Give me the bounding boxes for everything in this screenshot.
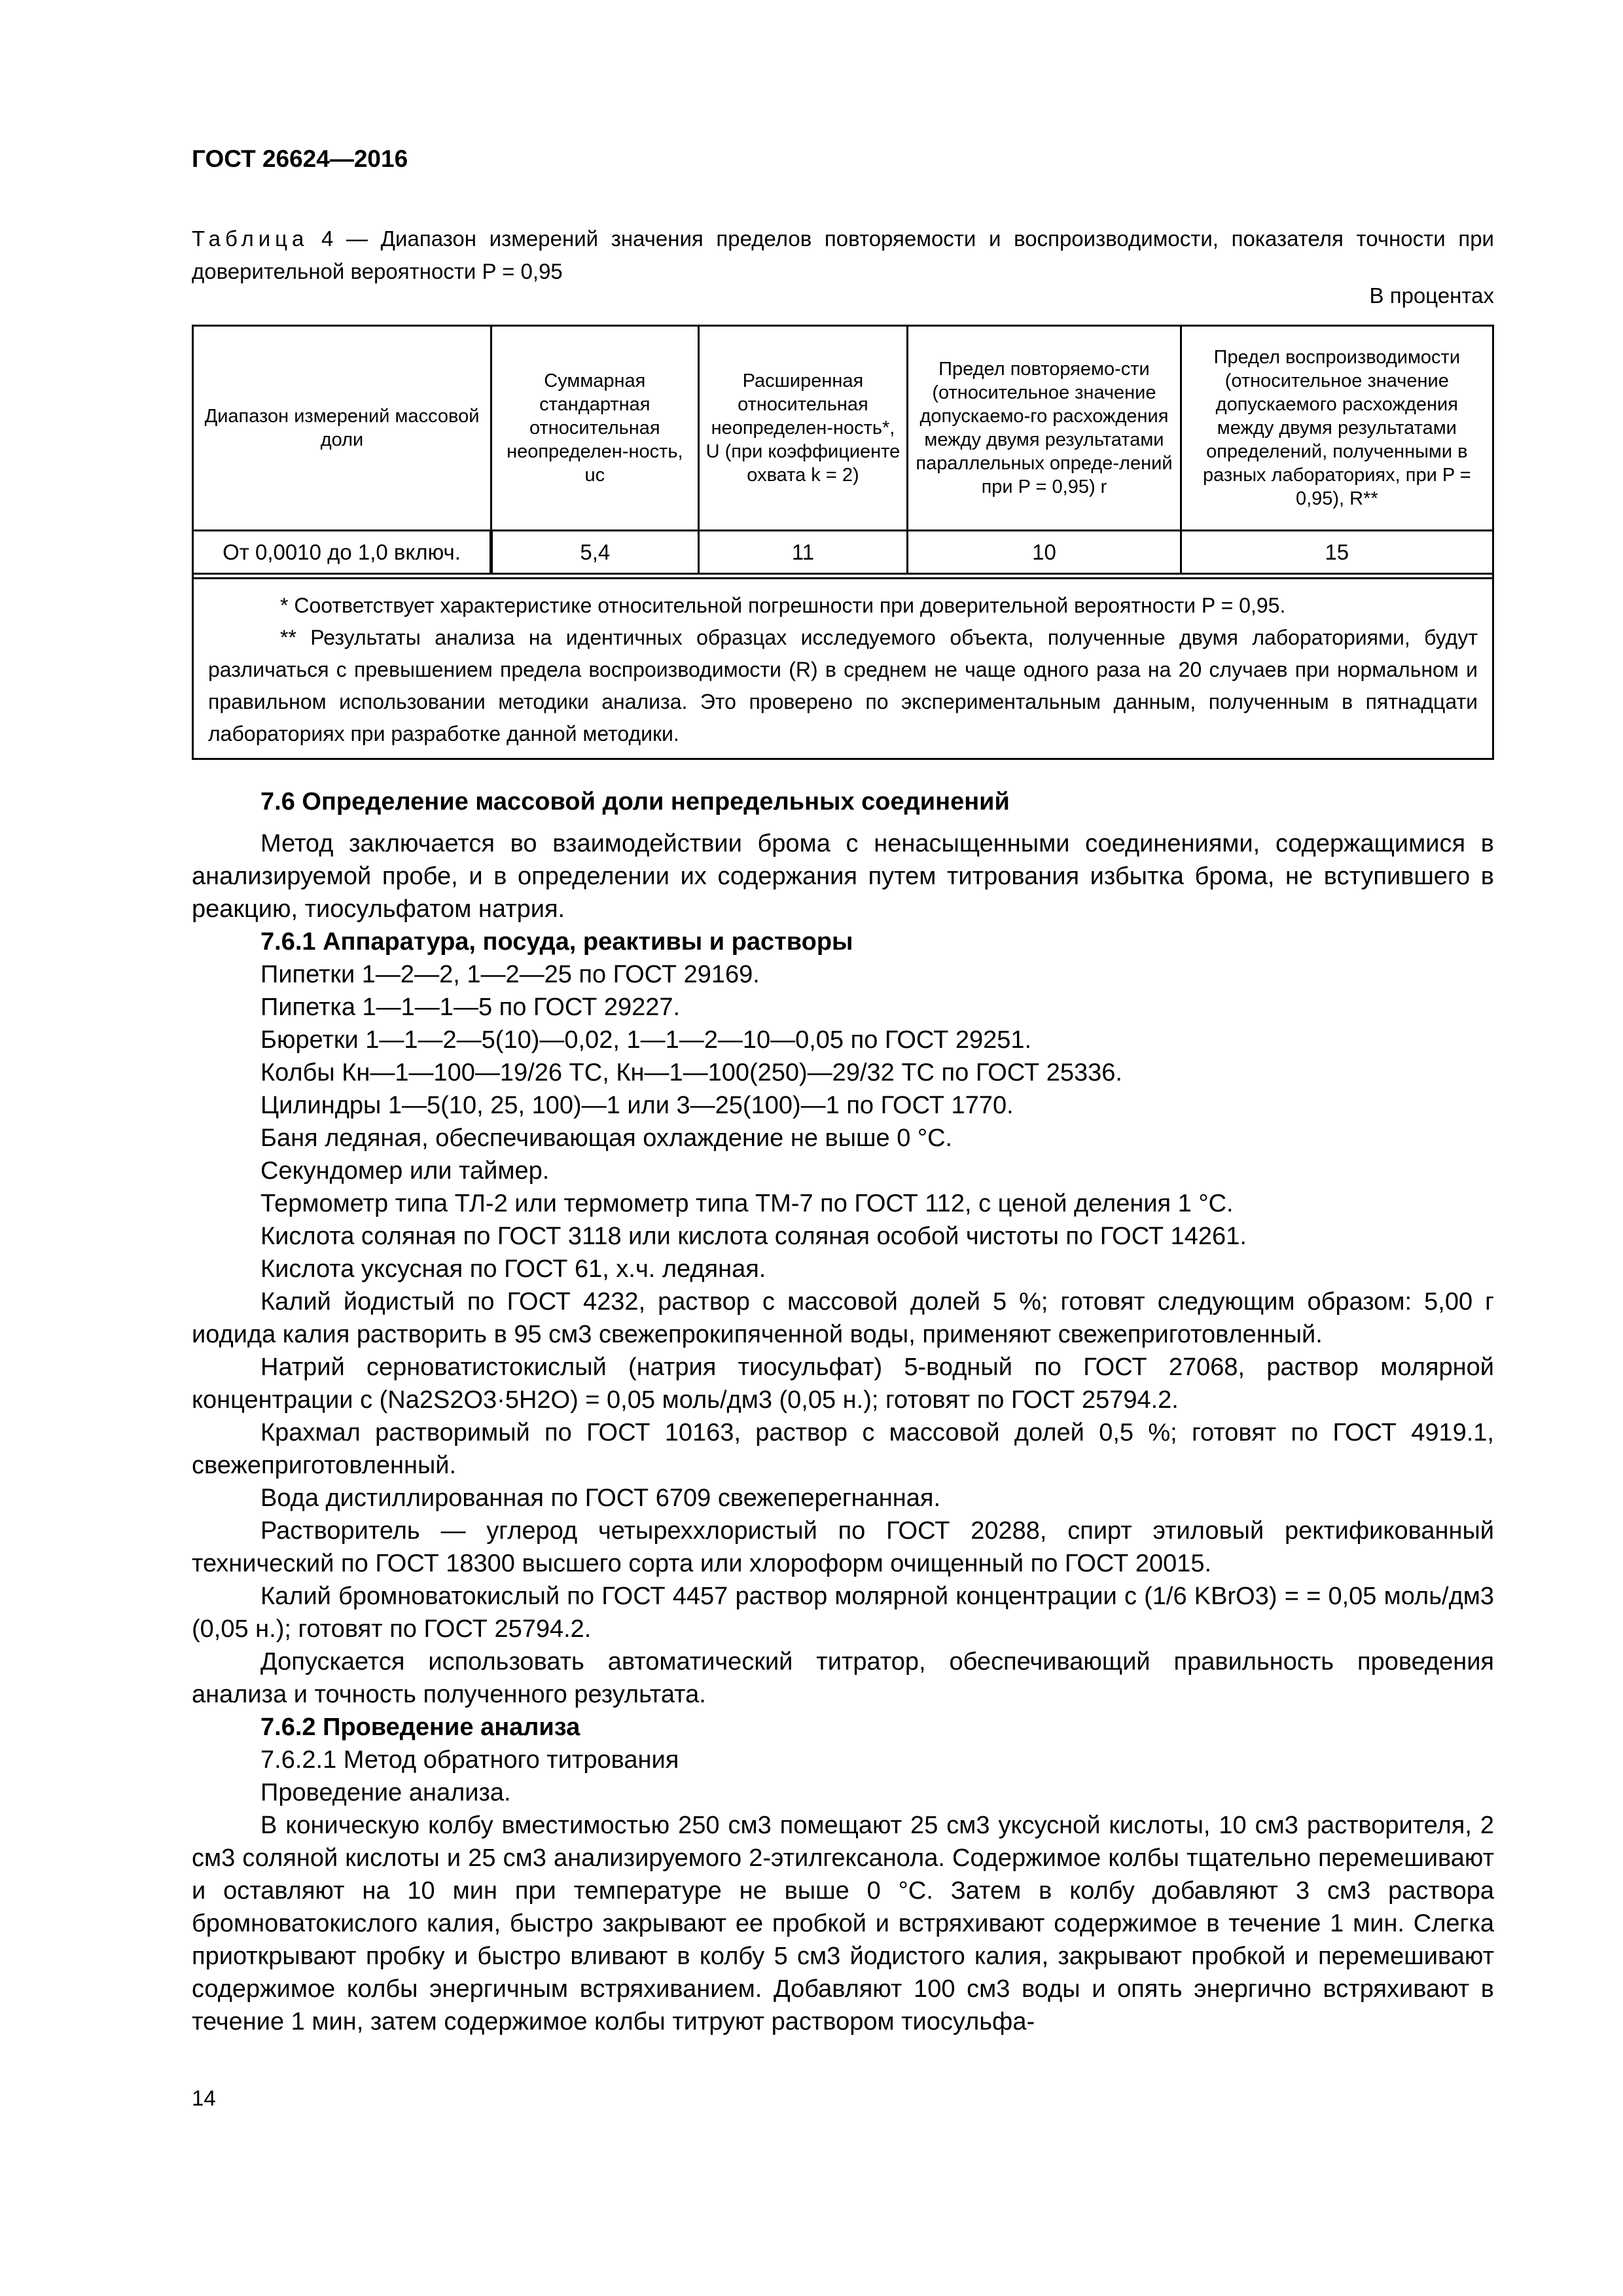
table-caption	[192, 223, 1494, 288]
table-notes-row	[193, 579, 1493, 759]
table-separator	[193, 574, 1493, 579]
standard-code: ГОСТ 26624—2016	[192, 145, 408, 172]
table-row	[193, 531, 1493, 574]
paragraph: Крахмал растворимый по ГОСТ 10163, раствор с массовой долей 0,5 %; готовят по ГОСТ 4919.1, свежеприготовленный.	[192, 1419, 1494, 1479]
table-caption-label: Таблица	[192, 226, 309, 251]
data-table	[192, 325, 1494, 760]
paragraph: Калий йодистый по ГОСТ 4232, раствор с массовой долей 5 %; готовят следующим образом: 5,00 г иодида калия растворить в 95 см3 свежепрокипяченной воды, применяют свежеприготовленный.	[192, 1288, 1494, 1348]
paragraph: Вода дистиллированная по ГОСТ 6709 свежеперегнанная.	[260, 1484, 941, 1512]
section-body	[192, 785, 1494, 2038]
table-cell: 5,4	[491, 531, 699, 574]
paragraph: В коническую колбу вместимостью 250 см3 помещают 25 см3 уксусной кислоты, 10 см3 растворителя, 2 см3 соляной кислоты и 25 см3 анализируемого 2-этилгексанола. Содержимое колбы тщательно перемешивают и оставляют на 10 мин при температуре не выше 0 °С. Затем в колбу добавляют 3 см3 раствора бромноватокислого калия, быстро закрывают ее пробкой и встряхивают содержимое в течение 1 мин. Слегка приоткрывают пробку и быстро вливают в колбу 5 см3 йодистого калия, закрывают пробкой и перемешивают содержимое колбы энергичным встряхиванием. Добавляют 100 см3 воды и опять энергично встряхивают в течение 1 мин, затем содержимое колбы титруют раствором тиосульфа-	[192, 1812, 1494, 2036]
table-cell: 15	[1181, 531, 1493, 574]
paragraph: Метод заключается во взаимодействии брома с ненасыщенными соединениями, содержащимися в анализируемой пробе, и в определении их содержания путем титрования избытка брома, не вступившего в реакцию, тиосульфатом натрия.	[192, 830, 1494, 923]
table-units: В процентах	[1369, 283, 1494, 308]
paragraph: Пипетки 1—2—2, 1—2—25 по ГОСТ 29169.	[260, 961, 760, 988]
paragraph: 7.6.2.1 Метод обратного титрования	[260, 1746, 679, 1774]
table-cell: 10	[908, 531, 1181, 574]
paragraph: Бюретки 1—1—2—5(10)—0,02, 1—1—2—10—0,05 по ГОСТ 29251.	[260, 1026, 1032, 1054]
footnote: * Соответствует характеристике относительной погрешности при доверительной вероятности P = 0,95.	[280, 594, 1286, 617]
table-header-cell: Суммарная стандартная относительная неопределен-ность, uc	[491, 326, 699, 531]
table-header-row	[193, 326, 1493, 531]
subsection-heading: 7.6.2 Проведение анализа	[260, 1713, 580, 1741]
paragraph: Натрий серноватистокислый (натрия тиосульфат) 5-водный по ГОСТ 27068, раствор молярной концентрации c (Na2S2O3·5H2O) = 0,05 моль/дм3 (0,05 н.); готовят по ГОСТ 25794.2.	[192, 1354, 1494, 1414]
paragraph: Кислота соляная по ГОСТ 3118 или кислота соляная особой чистоты по ГОСТ 14261.	[260, 1223, 1247, 1250]
table-cell: От 0,0010 до 1,0 включ.	[193, 531, 491, 574]
paragraph: Проведение анализа.	[260, 1779, 511, 1806]
page-number: 14	[192, 2086, 216, 2110]
table-header-cell: Предел воспроизводимости (относительное значение допускаемого расхождения между двумя результатами определений, полученными в разных лабораториях, при P = 0,95), R**	[1181, 326, 1493, 531]
footnote: ** Результаты анализа на идентичных образцах исследуемого объекта, полученные двумя лабораториями, будут различаться с превышением предела воспроизводимости (R) в среднем не чаще одного раза на 20 случаев при нормальном и правильном использовании методики анализа. Это проверено по экспериментальным данным, полученным в пятнадцати лабораториях при разработке данной методики.	[208, 626, 1478, 745]
table-caption-text: 4 — Диапазон измерений значения пределов повторяемости и воспроизводимости, показателя точности при доверительной вероятности P = 0,95	[192, 226, 1494, 283]
table-header-cell: Предел повторяемо-сти (относительное значение допускаемо-го расхождения между двумя результатами параллельных опреде-лений при P = 0,95) r	[908, 326, 1181, 531]
paragraph: Пипетка 1—1—1—5 по ГОСТ 29227.	[260, 994, 681, 1021]
table-header-cell: Диапазон измерений массовой доли	[193, 326, 491, 531]
table-header-cell: Расширенная относительная неопределен-ность*, U (при коэффициенте охвата k = 2)	[698, 326, 908, 531]
paragraph: Растворитель — углерод четыреххлористый по ГОСТ 20288, спирт этиловый ректификованный технический по ГОСТ 18300 высшего сорта или хлороформ очищенный по ГОСТ 20015.	[192, 1517, 1494, 1577]
paragraph: Кислота уксусная по ГОСТ 61, х.ч. ледяная.	[260, 1255, 766, 1283]
paragraph: Баня ледяная, обеспечивающая охлаждение не выше 0 °С.	[260, 1124, 953, 1152]
paragraph: Допускается использовать автоматический титратор, обеспечивающий правильность проведения анализа и точность полученного результата.	[192, 1648, 1494, 1708]
paragraph: Колбы Кн—1—100—19/26 ТС, Кн—1—100(250)—29/32 ТС по ГОСТ 25336.	[260, 1059, 1122, 1086]
table-notes	[193, 579, 1493, 759]
paragraph: Секундомер или таймер.	[260, 1157, 550, 1185]
section-heading: 7.6 Определение массовой доли непредельных соединений	[260, 788, 1010, 816]
paragraph: Калий бромноватокислый по ГОСТ 4457 раствор молярной концентрации c (1/6 KBrO3) = = 0,05 моль/дм3 (0,05 н.); готовят по ГОСТ 25794.2.	[192, 1583, 1494, 1643]
table-cell: 11	[698, 531, 908, 574]
paragraph: Цилиндры 1—5(10, 25, 100)—1 или 3—25(100)—1 по ГОСТ 1770.	[260, 1092, 1014, 1119]
subsection-heading: 7.6.1 Аппаратура, посуда, реактивы и растворы	[260, 928, 853, 956]
paragraph: Термометр типа ТЛ-2 или термометр типа ТМ-7 по ГОСТ 112, с ценой деления 1 °С.	[260, 1190, 1234, 1217]
